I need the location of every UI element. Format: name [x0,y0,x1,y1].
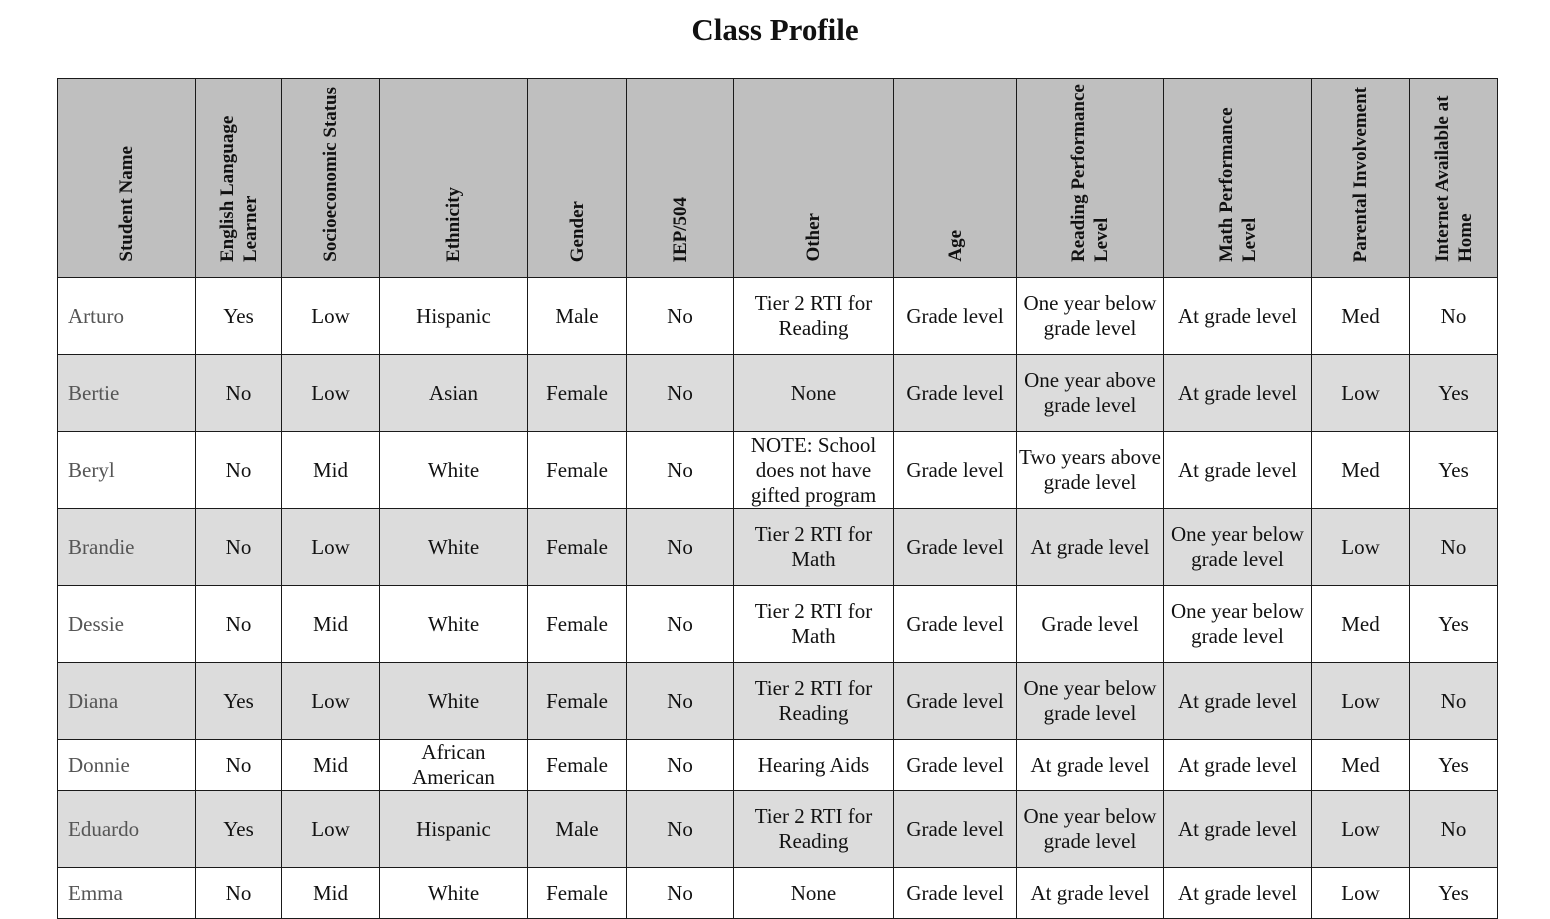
ethnicity-cell: African American [380,740,528,791]
parental-involvement-cell: Low [1312,791,1410,868]
column-header [1164,79,1312,278]
reading-level-cell: One year above grade level [1017,355,1164,432]
table-row [58,278,1498,355]
math-level-cell: One year below grade level [1164,509,1312,586]
other-cell: None [734,868,894,919]
column-header-label: Parental Involvement [1350,86,1371,262]
math-level-cell: At grade level [1164,868,1312,919]
age-cell: Grade level [894,740,1017,791]
parental-involvement-cell: Low [1312,868,1410,919]
gender-cell: Female [528,663,627,740]
ethnicity-cell: Asian [380,355,528,432]
math-level-cell: At grade level [1164,355,1312,432]
age-cell: Grade level [894,791,1017,868]
reading-level-cell: At grade level [1017,509,1164,586]
table-row [58,663,1498,740]
reading-level-cell: At grade level [1017,868,1164,919]
reading-level-cell: One year below grade level [1017,663,1164,740]
iep-cell: No [627,509,734,586]
column-header-label: Reading Performance Level [1068,84,1112,262]
parental-involvement-cell: Low [1312,355,1410,432]
gender-cell: Female [528,355,627,432]
parental-involvement-cell: Med [1312,278,1410,355]
ell-cell: Yes [196,791,282,868]
class-profile-table [57,78,1498,919]
reading-level-cell: At grade level [1017,740,1164,791]
parental-involvement-cell: Med [1312,586,1410,663]
column-header-label: Gender [566,200,588,262]
internet-cell: Yes [1410,868,1498,919]
other-cell: None [734,355,894,432]
iep-cell: No [627,586,734,663]
table-row [58,791,1498,868]
ses-cell: Low [282,509,380,586]
other-cell: Hearing Aids [734,740,894,791]
parental-involvement-cell: Med [1312,740,1410,791]
student-name-cell: Arturo [58,278,196,355]
internet-cell: No [1410,509,1498,586]
ses-cell: Low [282,663,380,740]
internet-cell: No [1410,663,1498,740]
table-row [58,355,1498,432]
other-cell: Tier 2 RTI for Reading [734,278,894,355]
table-row [58,586,1498,663]
column-header-label: Math Performance Level [1215,107,1260,262]
ell-cell: Yes [196,278,282,355]
student-name-cell: Beryl [58,432,196,509]
page-title: Class Profile [691,12,859,47]
ethnicity-cell: White [380,586,528,663]
ell-cell: No [196,586,282,663]
column-header-label: IEP/504 [669,196,691,262]
ethnicity-cell: Hispanic [380,278,528,355]
column-header [734,79,894,278]
column-header-label: Socioeconomic Status [320,87,341,262]
age-cell: Grade level [894,509,1017,586]
column-header-label: Other [803,213,824,262]
ses-cell: Mid [282,868,380,919]
age-cell: Grade level [894,663,1017,740]
ses-cell: Mid [282,586,380,663]
column-header [196,79,282,278]
header-row [58,79,1498,278]
gender-cell: Female [528,509,627,586]
math-level-cell: At grade level [1164,663,1312,740]
math-level-cell: One year below grade level [1164,586,1312,663]
reading-level-cell: Grade level [1017,586,1164,663]
age-cell: Grade level [894,355,1017,432]
iep-cell: No [627,868,734,919]
reading-level-cell: One year below grade level [1017,791,1164,868]
ses-cell: Low [282,278,380,355]
column-header [528,79,627,278]
column-header-label: Student Name [116,146,137,262]
column-header [1312,79,1410,278]
iep-cell: No [627,278,734,355]
reading-level-cell: One year below grade level [1017,278,1164,355]
student-name-cell: Brandie [58,509,196,586]
student-name-cell: Donnie [58,740,196,791]
internet-cell: Yes [1410,432,1498,509]
table-row [58,432,1498,509]
ethnicity-cell: White [380,868,528,919]
other-cell: Tier 2 RTI for Reading [734,791,894,868]
ethnicity-cell: Hispanic [380,791,528,868]
gender-cell: Male [528,278,627,355]
column-header [1017,79,1164,278]
ses-cell: Mid [282,740,380,791]
table-row [58,509,1498,586]
age-cell: Grade level [894,278,1017,355]
other-cell: Tier 2 RTI for Math [734,509,894,586]
other-cell: NOTE: School does not have gifted program [734,432,894,509]
ell-cell: No [196,509,282,586]
iep-cell: No [627,791,734,868]
age-cell: Grade level [894,868,1017,919]
column-header [58,79,196,278]
iep-cell: No [627,740,734,791]
reading-level-cell: Two years above grade level [1017,432,1164,509]
other-cell: Tier 2 RTI for Reading [734,663,894,740]
student-name-cell: Bertie [58,355,196,432]
iep-cell: No [627,355,734,432]
ell-cell: No [196,740,282,791]
column-header [627,79,734,278]
student-name-cell: Emma [58,868,196,919]
parental-involvement-cell: Low [1312,663,1410,740]
student-name-cell: Dessie [58,586,196,663]
iep-cell: No [627,432,734,509]
column-header [894,79,1017,278]
column-header-label: Age [944,230,966,262]
ses-cell: Low [282,355,380,432]
internet-cell: No [1410,278,1498,355]
ell-cell: Yes [196,663,282,740]
gender-cell: Female [528,740,627,791]
math-level-cell: At grade level [1164,791,1312,868]
column-header-label: English Language Learner [216,115,261,262]
math-level-cell: At grade level [1164,278,1312,355]
ell-cell: No [196,432,282,509]
internet-cell: No [1410,791,1498,868]
ethnicity-cell: White [380,663,528,740]
age-cell: Grade level [894,586,1017,663]
gender-cell: Female [528,868,627,919]
internet-cell: Yes [1410,586,1498,663]
parental-involvement-cell: Low [1312,509,1410,586]
table-row [58,740,1498,791]
student-name-cell: Eduardo [58,791,196,868]
math-level-cell: At grade level [1164,432,1312,509]
gender-cell: Female [528,432,627,509]
internet-cell: Yes [1410,355,1498,432]
table-body [58,278,1498,919]
math-level-cell: At grade level [1164,740,1312,791]
ethnicity-cell: White [380,432,528,509]
ell-cell: No [196,355,282,432]
column-header-label: Internet Available at Home [1431,95,1476,262]
student-name-cell: Diana [58,663,196,740]
age-cell: Grade level [894,432,1017,509]
ethnicity-cell: White [380,509,528,586]
parental-involvement-cell: Med [1312,432,1410,509]
column-header [1410,79,1498,278]
internet-cell: Yes [1410,740,1498,791]
column-header [380,79,528,278]
table-row [58,868,1498,919]
other-cell: Tier 2 RTI for Math [734,586,894,663]
column-header [282,79,380,278]
gender-cell: Male [528,791,627,868]
column-header-label: Ethnicity [443,187,464,262]
iep-cell: No [627,663,734,740]
gender-cell: Female [528,586,627,663]
ses-cell: Mid [282,432,380,509]
ell-cell: No [196,868,282,919]
ses-cell: Low [282,791,380,868]
